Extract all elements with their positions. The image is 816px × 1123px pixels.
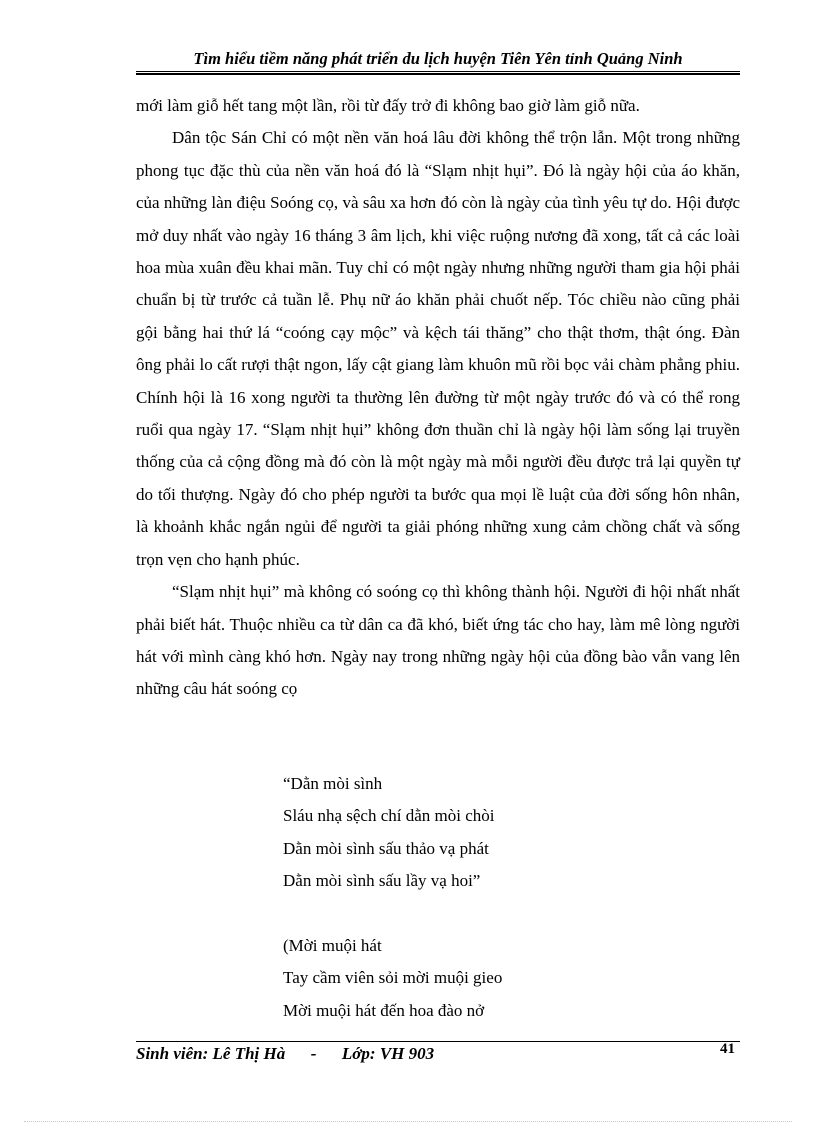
footer-separator: - (310, 1044, 317, 1063)
footer-rule (136, 1041, 740, 1042)
page-bottom-edge (24, 1121, 792, 1122)
paragraph: mới làm giỗ hết tang một lần, rồi từ đấy trở đi không bao giờ làm giỗ nữa. (136, 96, 640, 115)
header-rule (136, 71, 740, 75)
verse-line: Mời muội hát đến hoa đào nở (283, 1000, 485, 1020)
paragraph: Dân tộc Sán Chỉ có một nền văn hoá lâu đời không thể trộn lẫn. Một trong những phong tục đặc thù của nền văn hoá đó là “Slạm nhịt hụi”. Đó là ngày hội của áo khăn, của những làn điệu Soóng cọ, và sâu xa hơn đó còn là ngày của tình yêu tự do. Hội được mở duy nhất vào ngày 16 tháng 3 âm lịch, khi việc ruộng nương đã xong, tất cả các loài hoa mùa xuân đều khai mãn. Tuy chỉ có một ngày nhưng những người tham gia hội phải chuẩn bị từ trước cả tuần lễ. Phụ nữ áo khăn phải chuốt nếp. Tóc chiều nào cũng phải gội bằng hai thứ lá “coóng cạy mộc” và kệch tái thăng” cho thật thơm, thật óng. Đàn ông phải lo cất rượi thật ngon, lấy cật giang làm khuôn mũ rồi bọc vải chàm phẳng phiu. Chính hội là 16 xong người ta thường lên đường từ một ngày trước đó và có thể rong ruổi qua ngày 17. “Slạm nhịt hụi” không đơn thuần chỉ là ngày hội làm sống lại truyền thống của cả cộng đồng mà đó còn là một ngày mà mỗi người đều được trả lại quyền tự do tối thượng. Ngày đó cho phép người ta bước qua mọi lề luật của đời sống hôn nhân, là khoảnh khắc ngắn ngủi để người ta giải phóng những xung cảm chồng chất và sống trọn vẹn cho hạnh phúc. (136, 128, 740, 569)
paragraph: “Slạm nhịt hụi” mà không có soóng cọ thì không thành hội. Người đi hội nhất nhất phải biết hát. Thuộc nhiều ca từ dân ca đã khó, biết ứng tác cho hay, làm mê lòng người hát với mình càng khó hơn. Ngày nay trong những ngày hội của đồng bào vẫn vang lên những câu hát soóng cọ (136, 582, 740, 699)
class-label: Lớp: VH 903 (341, 1044, 435, 1063)
body-text (136, 90, 740, 706)
verse-line: Dằn mòi sình sấu lầy vạ hoi” (283, 871, 481, 891)
verse-line: Dằn mòi sình sấu thảo vạ phát (283, 838, 489, 858)
verse-line: Tay cầm viên sỏi mời muội gieo (283, 968, 503, 988)
verse-line: Sláu nhạ sệch chí dằn mòi chòi (283, 806, 495, 826)
student-name: Sinh viên: Lê Thị Hà (136, 1044, 286, 1063)
verse-block (283, 768, 502, 1027)
page-number: 41 (720, 1041, 735, 1057)
page-header-title: Tìm hiểu tiềm năng phát triển du lịch huyện Tiên Yên tỉnh Quảng Ninh (193, 49, 683, 68)
footer-student-info (136, 1044, 434, 1064)
verse-line: “Dằn mòi sình (283, 774, 383, 793)
verse-line: (Mời muội hát (283, 936, 382, 956)
verse-spacer (283, 898, 502, 930)
